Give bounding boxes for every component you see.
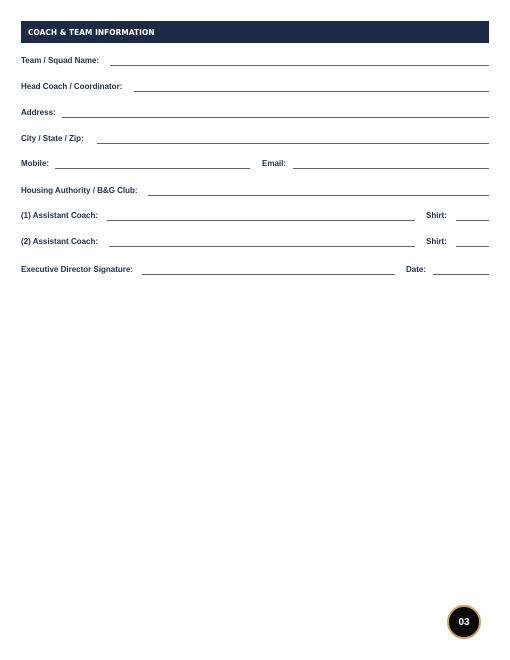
team-name-field[interactable] [110,65,489,66]
email-label: Email: [262,159,287,168]
city-state-zip-field[interactable] [97,143,489,144]
shirt-1-label: Shirt: [426,211,447,220]
section-title: COACH & TEAM INFORMATION [28,27,155,37]
team-name-row [21,56,489,70]
assistant-coach-2-row [21,237,489,251]
shirt-2-label: Shirt: [426,237,447,246]
address-row [21,108,489,122]
mobile-email-row [21,159,489,173]
city-state-zip-row [21,134,489,148]
city-state-zip-label: City / State / Zip: [21,134,84,143]
email-field[interactable] [293,168,489,169]
mobile-field[interactable] [55,168,250,169]
shirt-2-field[interactable] [456,246,489,247]
housing-authority-label: Housing Authority / B&G Club: [21,186,138,195]
page-number-badge [447,605,481,639]
shirt-1-field[interactable] [456,220,489,221]
assistant-coach-1-label: (1) Assistant Coach: [21,211,99,220]
head-coach-field[interactable] [134,91,489,92]
mobile-label: Mobile: [21,159,49,168]
director-signature-field[interactable] [142,274,395,275]
assistant-coach-2-field[interactable] [109,246,415,247]
date-label: Date: [406,265,427,274]
address-field[interactable] [62,117,489,118]
address-label: Address: [21,108,56,117]
housing-authority-row [21,186,489,200]
assistant-coach-1-row [21,211,489,225]
assistant-coach-1-field[interactable] [107,220,415,221]
director-signature-label: Executive Director Signature: [21,265,134,274]
date-field[interactable] [433,274,489,275]
page-number: 03 [458,616,470,628]
team-name-label: Team / Squad Name: [21,56,100,65]
head-coach-label: Head Coach / Coordinator: [21,82,123,91]
section-header [21,21,489,43]
housing-authority-field[interactable] [148,195,489,196]
head-coach-row [21,82,489,96]
director-signature-row [21,265,489,279]
assistant-coach-2-label: (2) Assistant Coach: [21,237,99,246]
